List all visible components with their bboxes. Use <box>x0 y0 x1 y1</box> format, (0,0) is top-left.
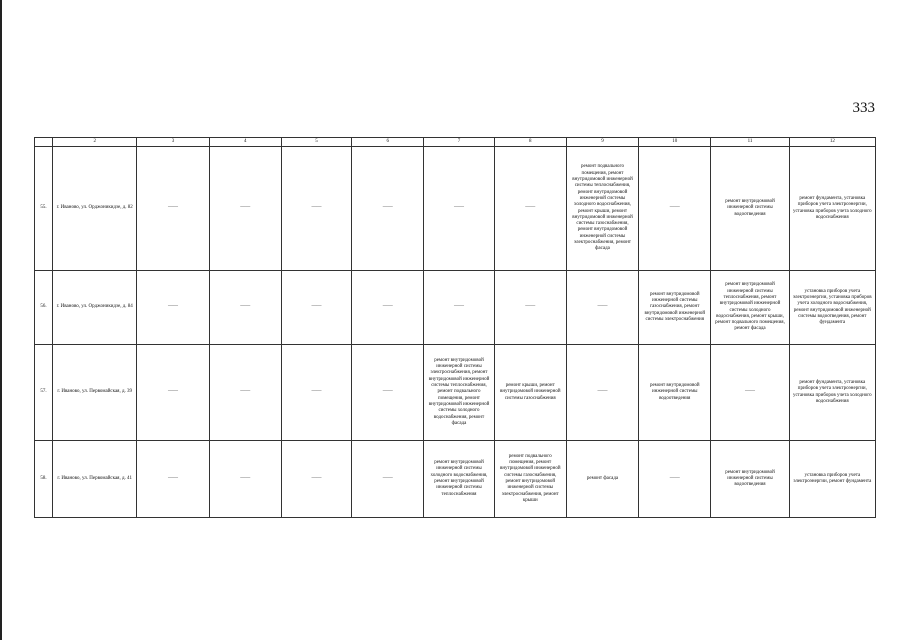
table-cell: —— <box>137 441 209 518</box>
header-cell: 6 <box>352 138 424 147</box>
table-cell: ремонт внутридомовой инженерной системы газоснабжения, ремонт внутридомовой инженерной системы электроснабжения <box>639 271 711 345</box>
table-cell: —— <box>566 345 638 441</box>
header-cell: 12 <box>789 138 875 147</box>
table-cell: ремонт внутридомовой инженерной системы электроснабжения, ремонт внутридомовой инженерной системы теплоснабжения, ремонт подвального помещения, ремонт внутридомовой инженерной системы холодного водоснабжения, ремонт фасада <box>424 345 494 441</box>
page-number: 333 <box>852 100 875 116</box>
table-cell: ремонт внутридомовой инженерной системы водоотведения <box>711 147 789 271</box>
row-number: 56. <box>35 271 53 345</box>
table-cell: —— <box>639 441 711 518</box>
table-cell: —— <box>494 271 566 345</box>
table-cell: —— <box>566 271 638 345</box>
table-cell: —— <box>639 147 711 271</box>
table-cell: —— <box>352 271 424 345</box>
table-cell: —— <box>137 345 209 441</box>
table-row <box>35 271 876 345</box>
header-cell: 4 <box>209 138 281 147</box>
table-cell: ремонт подвального помещения, ремонт внутридомовой инженерной системы газоснабжения, ремонт внутридомовой инженерной системы электроснабжения, ремонт крыши <box>494 441 566 518</box>
row-address: г. Иваново, ул. Первомайская, д. 41 <box>53 441 137 518</box>
table-cell: —— <box>137 147 209 271</box>
header-cell <box>35 138 53 147</box>
table-cell: ремонт фасада <box>566 441 638 518</box>
table-cell: —— <box>209 147 281 271</box>
table-cell: ремонт внутридомовой инженерной системы теплоснабжения, ремонт внутридомовой инженерной системы холодного водоснабжения, ремонт крыши, ремонт подвального помещения, ремонт фасада <box>711 271 789 345</box>
header-cell: 10 <box>639 138 711 147</box>
header-cell: 8 <box>494 138 566 147</box>
table-cell: ремонт внутридомовой инженерной системы водоотведения <box>639 345 711 441</box>
column-number-row <box>35 138 876 147</box>
table-cell: —— <box>424 147 494 271</box>
table-row <box>35 441 876 518</box>
table-row <box>35 147 876 271</box>
table-cell: ремонт внутридомовой инженерной системы водоотведения <box>711 441 789 518</box>
header-cell: 9 <box>566 138 638 147</box>
table-cell: ремонт внутридомовой инженерной системы холодного водоснабжения, ремонт внутридомовой инженерной системы теплоснабжения <box>424 441 494 518</box>
table-cell: —— <box>352 147 424 271</box>
row-number: 58. <box>35 441 53 518</box>
table-cell: установка приборов учета электроэнергии, установка приборов учета холодного водоснабжения, ремонт внутридомовой инженерной системы водоотведения, ремонт фундамента <box>789 271 875 345</box>
table-cell: ремонт фундамента, установка приборов учета электроэнергии, установка приборов учета холодного водоснабжения <box>789 147 875 271</box>
table-cell: —— <box>424 271 494 345</box>
header-cell: 2 <box>53 138 137 147</box>
table-cell: ремонт подвального помещения, ремонт внутридомовой инженерной системы теплоснабжения, ремонт внутридомовой инженерной системы холодного водоснабжения, ремонт крыши, ремонт внутридомовой инженерной системы газоснабжения, ремонт внутридомовой инженерной системы электроснабжения, ремонт фасада <box>566 147 638 271</box>
row-number: 57. <box>35 345 53 441</box>
table-cell: —— <box>281 271 351 345</box>
table-row <box>35 345 876 441</box>
table-cell: —— <box>209 345 281 441</box>
table-cell: ремонт фундамента, установка приборов учета электроэнергии, установка приборов учета холодного водоснабжения <box>789 345 875 441</box>
header-cell: 7 <box>424 138 494 147</box>
row-address: г. Иваново, ул. Орджоникидзе, д. 84 <box>53 271 137 345</box>
row-address: г. Иваново, ул. Первомайская, д. 39 <box>53 345 137 441</box>
table-cell: —— <box>711 345 789 441</box>
table-cell: —— <box>281 345 351 441</box>
table-cell: —— <box>209 441 281 518</box>
header-cell: 11 <box>711 138 789 147</box>
table-cell: —— <box>137 271 209 345</box>
table-cell: —— <box>281 441 351 518</box>
repair-schedule-table <box>34 137 876 518</box>
table-cell: ремонт крыши, ремонт внутридомовой инженерной системы газоснабжения <box>494 345 566 441</box>
table-cell: —— <box>352 441 424 518</box>
page-left-border <box>0 0 2 640</box>
table-cell: —— <box>209 271 281 345</box>
table-cell: установка приборов учета электроэнергии, ремонт фундамента <box>789 441 875 518</box>
row-number: 55. <box>35 147 53 271</box>
header-cell: 3 <box>137 138 209 147</box>
table-cell: —— <box>352 345 424 441</box>
table-cell: —— <box>281 147 351 271</box>
header-cell: 5 <box>281 138 351 147</box>
row-address: г. Иваново, ул. Орджоникидзе, д. 82 <box>53 147 137 271</box>
table-cell: —— <box>494 147 566 271</box>
